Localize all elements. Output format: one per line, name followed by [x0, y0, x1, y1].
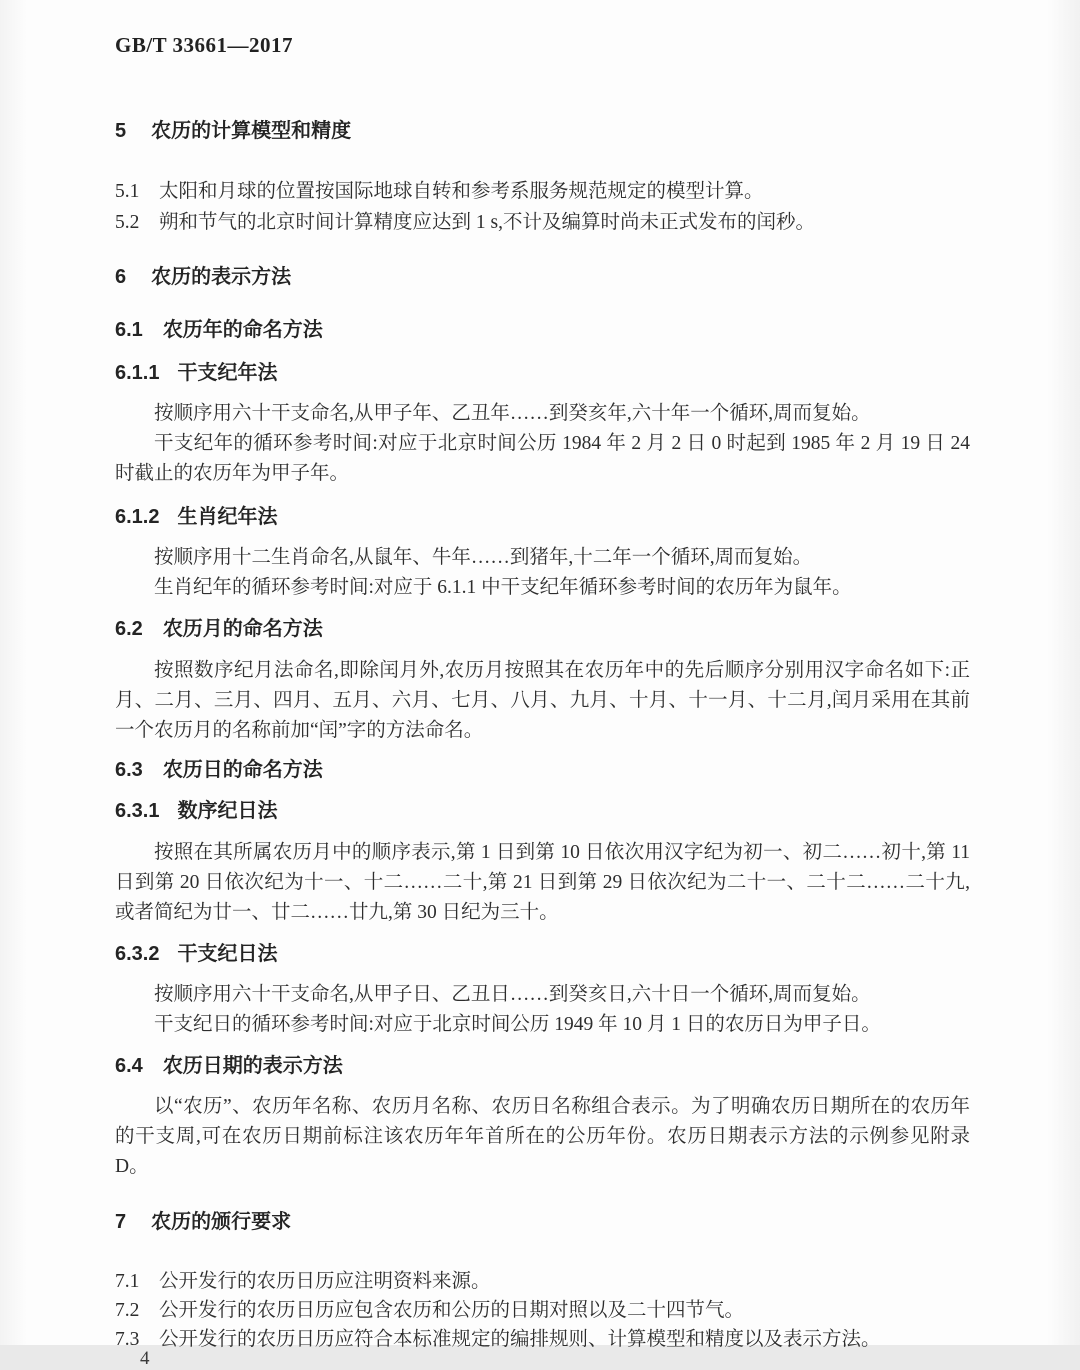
section-number: 6.1.2 [115, 506, 160, 528]
section-number: 6.3 [115, 759, 143, 781]
section-5-clauses [115, 176, 970, 238]
section-title: 农历日的命名方法 [162, 759, 323, 781]
clause-number: 7.1 [115, 1271, 140, 1292]
section-title: 农历的计算模型和精度 [151, 120, 352, 142]
section-number: 6.3.1 [115, 800, 160, 822]
section-6-4-heading [115, 1053, 970, 1079]
section-title: 农历月的命名方法 [162, 618, 323, 640]
section-7-heading [115, 1209, 970, 1235]
paragraph: 按照在其所属农历月中的顺序表示,第 1 日到第 10 日依次用汉字纪为初一、初二……初十,第 11 日到第 20 日依次纪为十一、十二……二十,第 21 日到第 29 日依次纪为二十一、二十二……二十九,或者简纪为廿一、廿二……廿九,第 30 日纪为三十。 [115, 842, 970, 923]
page-number: 4 [140, 1348, 150, 1369]
section-6-2-heading [115, 616, 970, 642]
clause-text: 朔和节气的北京时间计算精度应达到 1 s,不计及编算时尚未正式发布的闰秒。 [159, 212, 815, 233]
section-5-heading [115, 118, 970, 144]
section-6-3-1-heading [115, 798, 970, 824]
section-title: 干支纪年法 [177, 362, 278, 384]
section-title: 农历的颁行要求 [151, 1211, 292, 1233]
section-title: 农历年的命名方法 [162, 319, 323, 341]
paragraph: 按顺序用六十干支命名,从甲子年、乙丑年……到癸亥年,六十年一个循环,周而复始。 [154, 403, 871, 424]
section-title: 农历日期的表示方法 [162, 1055, 343, 1077]
clause-7-1 [115, 1267, 970, 1296]
section-number: 6.4 [115, 1055, 143, 1077]
section-number: 5 [115, 120, 127, 142]
paragraph: 干支纪日的循环参考时间:对应于北京时间公历 1949 年 10 月 1 日的农历日为甲子日。 [154, 1014, 881, 1035]
section-7-clauses [115, 1267, 970, 1354]
clause-text: 公开发行的农历日历应符合本标准规定的编排规则、计算模型和精度以及表示方法。 [159, 1329, 881, 1350]
section-6-3-2-heading [115, 941, 970, 967]
clause-5-2 [115, 207, 970, 238]
clause-text: 公开发行的农历日历应注明资料来源。 [159, 1271, 491, 1292]
clause-5-1 [115, 176, 970, 207]
section-title: 生肖纪年法 [177, 506, 278, 528]
paragraph: 以“农历”、农历年名称、农历月名称、农历日名称组合表示。为了明确农历日期所在的农历年的干支周,可在农历日期前标注该农历年年首所在的公历年份。农历日期表示方法的示例参见附录 D。 [115, 1096, 970, 1177]
section-title: 干支纪日法 [177, 943, 278, 965]
clause-number: 5.2 [115, 212, 140, 233]
section-6-3-heading [115, 757, 970, 783]
clause-number: 7.3 [115, 1329, 140, 1350]
section-6-heading [115, 264, 970, 290]
section-number: 6.1 [115, 319, 143, 341]
section-number: 6.1.1 [115, 362, 160, 384]
section-title: 数序纪日法 [177, 800, 278, 822]
paragraph: 按顺序用六十干支命名,从甲子日、乙丑日……到癸亥日,六十日一个循环,周而复始。 [154, 984, 871, 1005]
clause-text: 太阳和月球的位置按国际地球自转和参考系服务规范规定的模型计算。 [159, 181, 764, 202]
running-header: GB/T 33661—2017 [115, 33, 294, 57]
paragraph: 按顺序用十二生肖命名,从鼠年、牛年……到猪年,十二年一个循环,周而复始。 [154, 547, 813, 568]
section-number: 6 [115, 266, 127, 288]
section-6-1-2-heading [115, 504, 970, 530]
clause-text: 公开发行的农历日历应包含农历和公历的日期对照以及二十四节气。 [159, 1300, 745, 1321]
section-title: 农历的表示方法 [151, 266, 292, 288]
clause-number: 5.1 [115, 181, 140, 202]
clause-number: 7.2 [115, 1300, 140, 1321]
paragraph: 干支纪年的循环参考时间:对应于北京时间公历 1984 年 2 月 2 日 0 时起到 1985 年 2 月 19 日 24 时截止的农历年为甲子年。 [115, 433, 970, 484]
paragraph: 按照数序纪月法命名,即除闰月外,农历月按照其在农历年中的先后顺序分别用汉字命名如下:正月、二月、三月、四月、五月、六月、七月、八月、九月、十月、十一月、十二月,闰月采用在其前一个农历月的名称前加“闰”字的方法命名。 [115, 660, 970, 741]
section-6-1-1-heading [115, 360, 970, 386]
clause-7-3 [115, 1325, 970, 1354]
clause-7-2 [115, 1296, 970, 1325]
paragraph: 生肖纪年的循环参考时间:对应于 6.1.1 中干支纪年循环参考时间的农历年为鼠年。 [154, 577, 852, 598]
section-6-1-heading [115, 317, 970, 343]
section-number: 7 [115, 1211, 127, 1233]
section-number: 6.2 [115, 618, 143, 640]
section-number: 6.3.2 [115, 943, 160, 965]
